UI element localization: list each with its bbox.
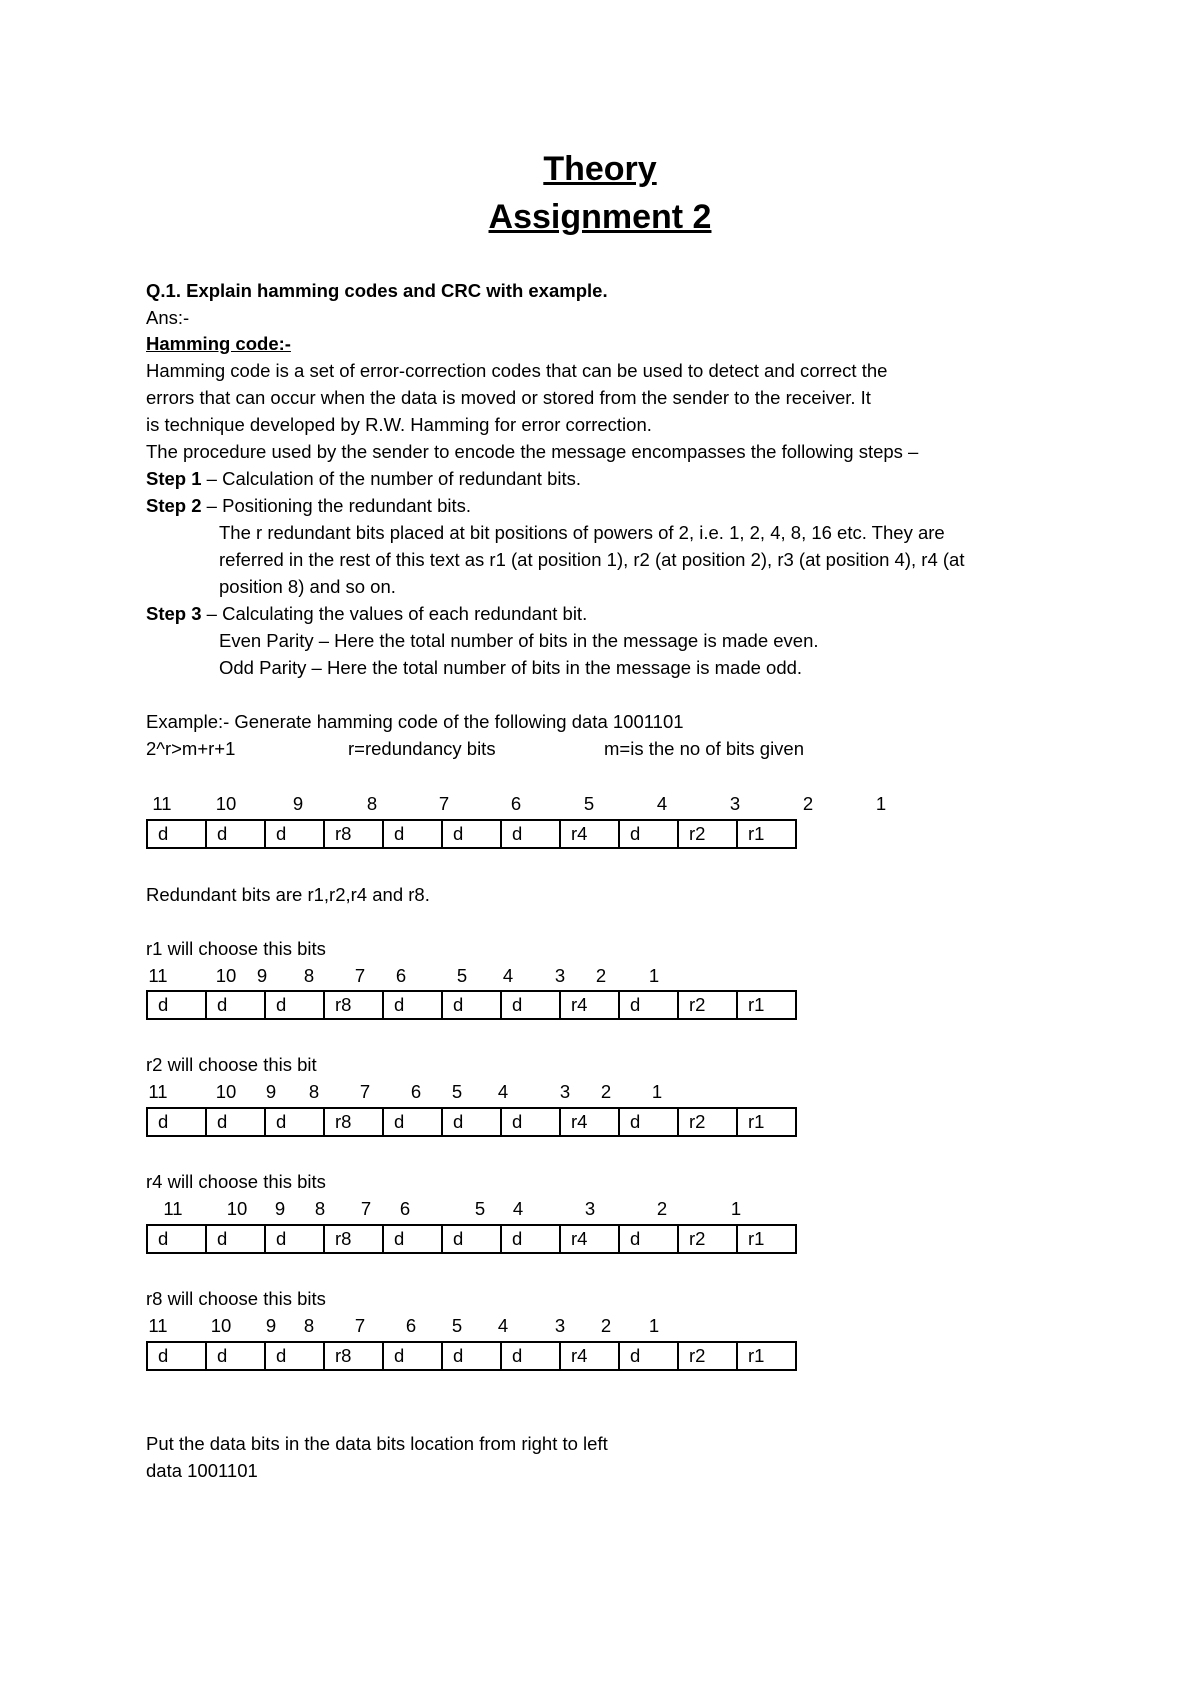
bit-cell: d — [501, 991, 560, 1019]
position-number: 4 — [497, 1315, 509, 1336]
formula: 2^r>m+r+1 — [146, 738, 236, 759]
bit-cell: r8 — [324, 1225, 383, 1253]
bit-cell: r1 — [737, 1108, 796, 1136]
position-number: 11 — [163, 1198, 183, 1219]
bit-cell: r8 — [324, 1108, 383, 1136]
position-number: 9 — [292, 793, 304, 814]
bit-cell: r4 — [560, 1108, 619, 1136]
position-number: 10 — [215, 793, 237, 814]
odd-parity-line: Odd Parity – Here the total number of bits in the message is made odd. — [219, 657, 803, 678]
paragraph-line: errors that can occur when the data is moved or stored from the sender to the receiver. It — [146, 387, 871, 408]
position-number: 9 — [265, 1081, 277, 1102]
position-number: 10 — [210, 1315, 232, 1336]
m-definition: m=is the no of bits given — [604, 738, 805, 759]
position-number: 5 — [474, 1198, 486, 1219]
bit-cell: d — [147, 991, 206, 1019]
example-heading: Example:- Generate hamming code of the following data 1001101 — [146, 711, 684, 732]
table-row — [147, 1342, 796, 1370]
bit-cell: r8 — [324, 820, 383, 848]
bit-cell: d — [383, 820, 442, 848]
bit-cell: d — [206, 1108, 265, 1136]
table-row — [147, 1108, 796, 1136]
position-number: 11 — [148, 1315, 168, 1336]
bit-cell: r1 — [737, 1225, 796, 1253]
section-heading: Hamming code:- — [146, 333, 291, 354]
bit-cell: d — [265, 1342, 324, 1370]
title-line-2: Assignment 2 — [488, 198, 712, 236]
bit-layout-table — [146, 1224, 797, 1254]
position-number: 7 — [360, 1198, 372, 1219]
position-number: 8 — [314, 1198, 326, 1219]
bit-cell: d — [147, 820, 206, 848]
position-number: 7 — [354, 1315, 366, 1336]
position-number: 5 — [451, 1315, 463, 1336]
step-2-detail: position 8) and so on. — [219, 576, 396, 597]
position-number: 4 — [502, 965, 514, 986]
bit-cell: d — [147, 1225, 206, 1253]
bit-layout-table — [146, 1107, 797, 1137]
position-number: 2 — [656, 1198, 668, 1219]
position-number: 2 — [595, 965, 607, 986]
bit-layout-table — [146, 990, 797, 1020]
position-number: 2 — [600, 1315, 612, 1336]
choose-label-r4: r4 will choose this bits — [146, 1171, 326, 1192]
position-number: 3 — [554, 965, 566, 986]
choose-label-r8: r8 will choose this bits — [146, 1288, 326, 1309]
bit-layout-table — [146, 819, 797, 849]
position-number: 6 — [395, 965, 407, 986]
position-number: 9 — [274, 1198, 286, 1219]
even-parity-line: Even Parity – Here the total number of bits in the message is made even. — [219, 630, 819, 651]
position-number: 9 — [265, 1315, 277, 1336]
position-number: 11 — [152, 793, 172, 814]
position-number: 2 — [802, 793, 814, 814]
bit-cell: d — [442, 991, 501, 1019]
position-numbers — [0, 1315, 1200, 1337]
bit-cell: d — [206, 1342, 265, 1370]
position-number: 5 — [583, 793, 595, 814]
bit-cell: r8 — [324, 991, 383, 1019]
bit-cell: d — [206, 820, 265, 848]
bit-cell: d — [619, 820, 678, 848]
bit-cell: r2 — [678, 991, 737, 1019]
bit-cell: d — [265, 991, 324, 1019]
position-numbers — [0, 793, 1200, 815]
position-number: 11 — [148, 1081, 168, 1102]
bit-cell: d — [206, 1225, 265, 1253]
bit-cell: d — [206, 991, 265, 1019]
bit-cell: r8 — [324, 1342, 383, 1370]
bit-cell: d — [265, 1108, 324, 1136]
position-numbers — [0, 1081, 1200, 1103]
r-definition: r=redundancy bits — [348, 738, 496, 759]
bit-cell: d — [501, 1108, 560, 1136]
step-3 — [146, 603, 587, 625]
step-2-detail: referred in the rest of this text as r1 (at position 1), r2 (at position 2), r3 (at position 4), r4 (at — [219, 549, 965, 570]
bit-cell: d — [383, 1225, 442, 1253]
step-text: – Calculation of the number of redundant bits. — [201, 468, 582, 489]
position-number: 4 — [656, 793, 668, 814]
paragraph-line: The procedure used by the sender to encode the message encompasses the following steps – — [146, 441, 919, 462]
position-number: 1 — [648, 1315, 660, 1336]
step-label: Step 3 — [146, 603, 202, 624]
step-label: Step 1 — [146, 468, 202, 489]
bit-cell: d — [265, 1225, 324, 1253]
position-number: 8 — [303, 1315, 315, 1336]
step-label: Step 2 — [146, 495, 202, 516]
bit-cell: r2 — [678, 1225, 737, 1253]
position-number: 8 — [303, 965, 315, 986]
position-number: 6 — [399, 1198, 411, 1219]
footer-line: Put the data bits in the data bits location from right to left — [146, 1433, 608, 1454]
position-number: 9 — [256, 965, 268, 986]
position-number: 8 — [308, 1081, 320, 1102]
bit-cell: r4 — [560, 820, 619, 848]
bit-cell: r1 — [737, 820, 796, 848]
bit-cell: d — [442, 1225, 501, 1253]
position-number: 2 — [600, 1081, 612, 1102]
bit-cell: d — [265, 820, 324, 848]
choose-label-r2: r2 will choose this bit — [146, 1054, 317, 1075]
paragraph-line: is technique developed by R.W. Hamming for error correction. — [146, 414, 652, 435]
position-number: 1 — [730, 1198, 742, 1219]
title-line-1: Theory — [543, 150, 657, 188]
position-number: 4 — [512, 1198, 524, 1219]
bit-cell: r4 — [560, 991, 619, 1019]
step-2-detail: The r redundant bits placed at bit positions of powers of 2, i.e. 1, 2, 4, 8, 16 etc. They are — [219, 522, 945, 543]
bit-cell: d — [442, 1108, 501, 1136]
step-text: – Calculating the values of each redundant bit. — [201, 603, 588, 624]
bit-cell: d — [501, 1225, 560, 1253]
bit-cell: r4 — [560, 1342, 619, 1370]
table-row — [147, 1225, 796, 1253]
position-number: 7 — [354, 965, 366, 986]
position-number: 5 — [451, 1081, 463, 1102]
position-number: 6 — [405, 1315, 417, 1336]
step-2 — [146, 495, 471, 517]
position-number: 5 — [456, 965, 468, 986]
position-number: 10 — [226, 1198, 248, 1219]
bit-cell: r2 — [678, 820, 737, 848]
position-number: 3 — [584, 1198, 596, 1219]
position-number: 6 — [410, 1081, 422, 1102]
step-1 — [146, 468, 581, 490]
table-row — [147, 991, 796, 1019]
position-number: 1 — [651, 1081, 663, 1102]
bit-cell: d — [619, 1225, 678, 1253]
bit-cell: d — [442, 1342, 501, 1370]
position-number: 6 — [510, 793, 522, 814]
choose-label-r1: r1 will choose this bits — [146, 938, 326, 959]
position-number: 1 — [875, 793, 887, 814]
position-number: 7 — [359, 1081, 371, 1102]
position-number: 3 — [554, 1315, 566, 1336]
position-number: 3 — [559, 1081, 571, 1102]
bit-cell: d — [147, 1342, 206, 1370]
position-number: 8 — [366, 793, 378, 814]
bit-cell: d — [501, 820, 560, 848]
bit-cell: d — [619, 1342, 678, 1370]
bit-cell: r1 — [737, 991, 796, 1019]
position-number: 1 — [648, 965, 660, 986]
paragraph-line: Hamming code is a set of error-correction codes that can be used to detect and correct the — [146, 360, 888, 381]
answer-label: Ans:- — [146, 307, 190, 328]
redundant-note: Redundant bits are r1,r2,r4 and r8. — [146, 884, 430, 905]
bit-cell: d — [383, 991, 442, 1019]
step-text: – Positioning the redundant bits. — [201, 495, 471, 516]
table-row — [147, 820, 796, 848]
position-numbers — [0, 965, 1200, 987]
position-number: 7 — [438, 793, 450, 814]
bit-cell: d — [383, 1108, 442, 1136]
bit-cell: r2 — [678, 1108, 737, 1136]
bit-layout-table — [146, 1341, 797, 1371]
bit-cell: r4 — [560, 1225, 619, 1253]
bit-cell: d — [147, 1108, 206, 1136]
position-number: 3 — [729, 793, 741, 814]
bit-cell: d — [501, 1342, 560, 1370]
bit-cell: d — [619, 991, 678, 1019]
question-text: Q.1. Explain hamming codes and CRC with example. — [146, 280, 608, 301]
bit-cell: d — [619, 1108, 678, 1136]
bit-cell: d — [442, 820, 501, 848]
bit-cell: d — [383, 1342, 442, 1370]
bit-cell: r2 — [678, 1342, 737, 1370]
position-number: 4 — [497, 1081, 509, 1102]
position-number: 11 — [148, 965, 168, 986]
footer-line: data 1001101 — [146, 1460, 258, 1481]
position-numbers — [0, 1198, 1200, 1220]
bit-cell: r1 — [737, 1342, 796, 1370]
position-number: 10 — [215, 1081, 237, 1102]
position-number: 10 — [215, 965, 237, 986]
